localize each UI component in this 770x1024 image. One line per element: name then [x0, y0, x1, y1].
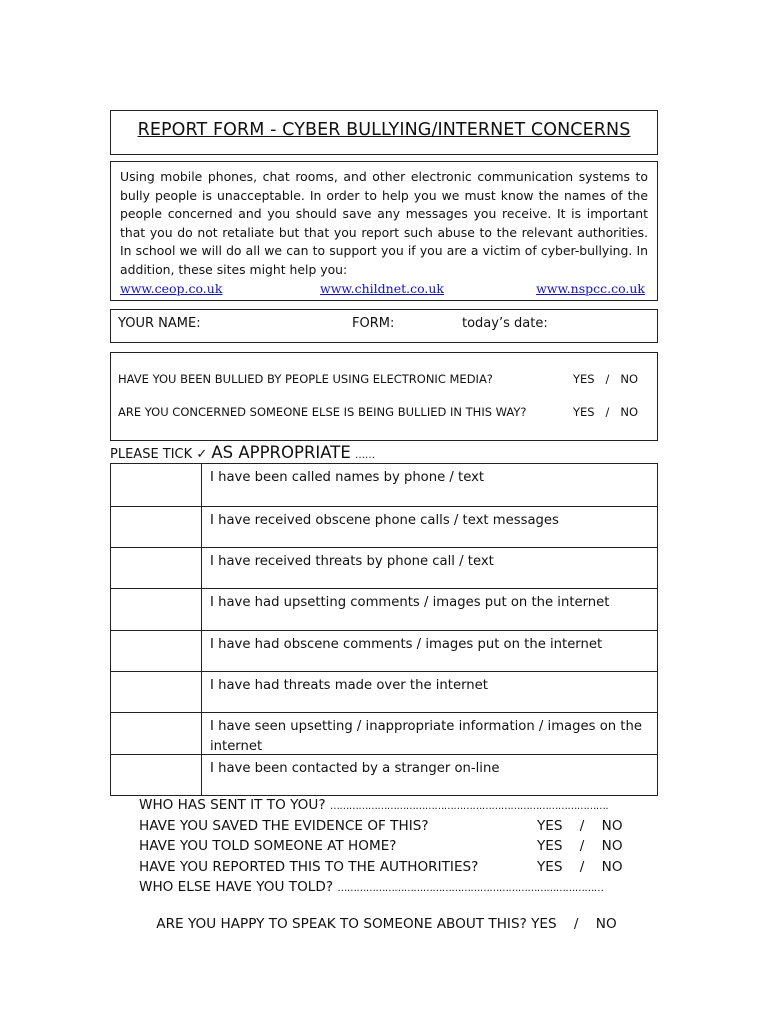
tick-box[interactable] [111, 672, 201, 713]
table-row [111, 630, 657, 672]
table-row [111, 671, 657, 713]
name-label: YOUR NAME: [118, 316, 201, 331]
followup-question: WHO ELSE HAVE YOU TOLD? [139, 879, 334, 895]
tick-dots: …… [354, 450, 375, 461]
answer-concerned[interactable]: YES / NO [573, 405, 639, 419]
column-divider [201, 464, 202, 795]
date-label: today’s date: [462, 316, 548, 331]
followup-who-else [139, 879, 603, 895]
tick-box[interactable] [111, 464, 201, 506]
tick-box[interactable] [111, 548, 201, 589]
followup-question: HAVE YOU SAVED THE EVIDENCE OF THIS? [139, 818, 429, 834]
tick-box[interactable] [111, 507, 201, 548]
tick-instruction [110, 443, 375, 462]
tick-item-text: I have been called names by phone / text [210, 470, 485, 485]
link-nspcc[interactable]: www.nspcc.co.uk [536, 281, 645, 296]
tick-table [110, 463, 658, 796]
question-concerned: ARE YOU CONCERNED SOMEONE ELSE IS BEING BULLIED IN THIS WAY? [118, 405, 527, 419]
answer-bullied[interactable]: YES / NO [573, 372, 639, 386]
link-ceop[interactable]: www.ceop.co.uk [120, 281, 223, 296]
tick-prefix: PLEASE TICK [110, 447, 193, 462]
table-row [111, 547, 657, 589]
tick-item-text: I have had obscene comments / images put on the internet [210, 637, 603, 652]
intro-box [110, 161, 658, 301]
intro-text: Using mobile phones, chat rooms, and other electronic communication systems to bully people is unacceptable. In order to help you we must know the names of the people concerned and you should save any messages you receive. It is important that you do not retaliate but that you report such abuse to the relevant authorities. In school we will do all we can to support you if you are a victim of cyber-bullying. In addition, these sites might help you: [120, 169, 648, 277]
form-label: FORM: [352, 316, 395, 331]
table-row [111, 506, 657, 548]
fill-line[interactable]: ………………………………………………………………………… [337, 883, 604, 894]
followup-saved [139, 818, 639, 834]
tick-item-text: I have received threats by phone call / text [210, 554, 494, 569]
tick-box[interactable] [111, 589, 201, 631]
link-childnet[interactable]: www.childnet.co.uk [320, 281, 444, 296]
followup-told-home [139, 838, 639, 854]
yes-no-answer[interactable]: YES / NO [537, 838, 623, 854]
form-title: REPORT FORM - CYBER BULLYING/INTERNET CONCERNS [137, 120, 631, 140]
yes-no-answer[interactable]: YES / NO [537, 818, 623, 834]
tick-item-text: I have been contacted by a stranger on-line [210, 761, 500, 776]
checkmark-icon: ✓ [196, 447, 208, 462]
tick-item-text: I have seen upsetting / inappropriate information / images on the internet [210, 719, 642, 754]
followup-question: ARE YOU HAPPY TO SPEAK TO SOMEONE ABOUT THIS? YES / NO [156, 916, 617, 932]
tick-box[interactable] [111, 713, 201, 755]
title-box [110, 110, 658, 155]
table-row [111, 712, 657, 755]
tick-box[interactable] [111, 631, 201, 672]
followup-question: HAVE YOU REPORTED THIS TO THE AUTHORITIES? [139, 859, 479, 875]
table-row [111, 588, 657, 631]
details-box [110, 309, 658, 343]
fill-line[interactable]: ……………………………………………………………………………. [329, 801, 609, 812]
table-row [111, 464, 657, 506]
followup-reported [139, 859, 639, 875]
followup-happy-to-speak [139, 900, 617, 948]
yes-no-answer[interactable]: YES / NO [537, 859, 623, 875]
followup-question: WHO HAS SENT IT TO YOU? [139, 797, 326, 813]
questions-box [110, 352, 658, 441]
table-row [111, 754, 657, 796]
tick-item-text: I have had threats made over the internet [210, 678, 488, 693]
tick-box[interactable] [111, 755, 201, 796]
tick-item-text: I have received obscene phone calls / text messages [210, 513, 559, 528]
tick-item-text: I have had upsetting comments / images put on the internet [210, 595, 610, 610]
followup-question: HAVE YOU TOLD SOMEONE AT HOME? [139, 838, 397, 854]
tick-emphasis: AS APPROPRIATE [211, 443, 351, 462]
followup-who-sent [139, 797, 608, 813]
question-bullied: HAVE YOU BEEN BULLIED BY PEOPLE USING ELECTRONIC MEDIA? [118, 372, 493, 386]
